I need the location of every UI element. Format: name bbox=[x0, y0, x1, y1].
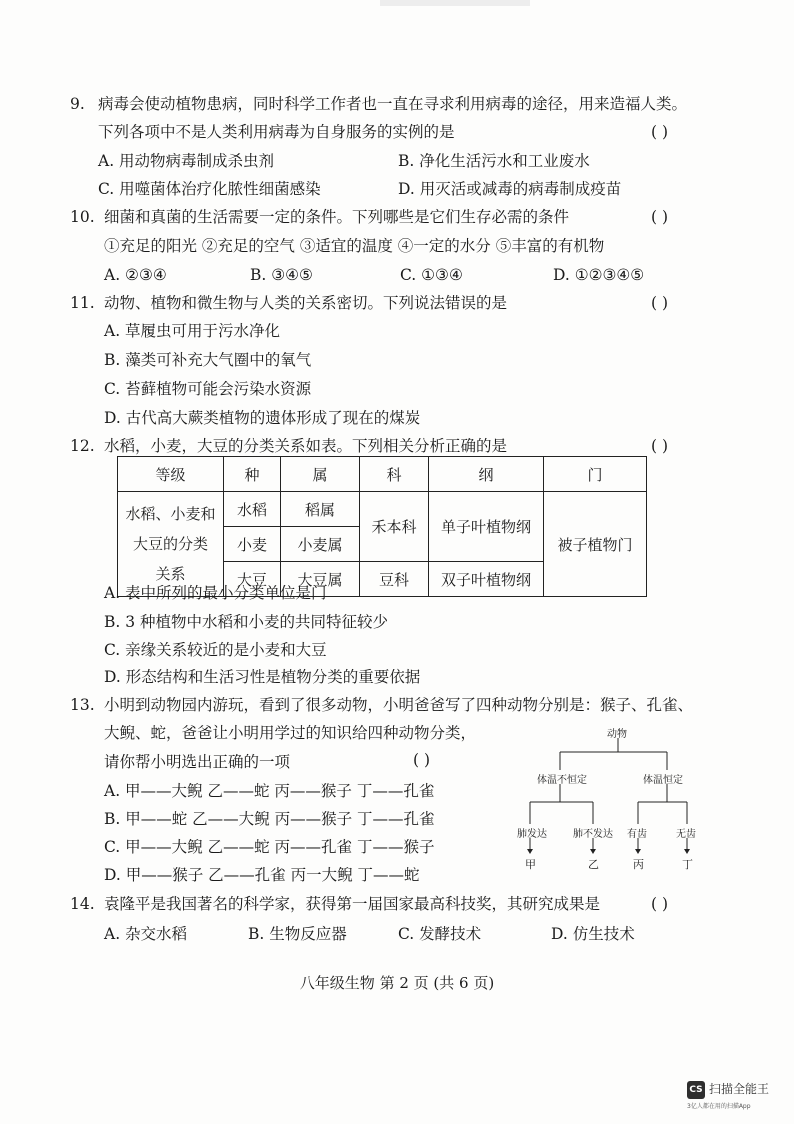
row-label-cell bbox=[118, 492, 224, 597]
q9-option-b: B. 净化生活污水和工业废水 bbox=[398, 152, 590, 170]
cell-family-fabaceae: 豆科 bbox=[360, 562, 429, 597]
q12-option-b: B. 3 种植物中水稻和小麦的共同特征较少 bbox=[104, 613, 389, 631]
q10-option-c: C. ①③④ bbox=[400, 266, 463, 284]
cell-species-soybean: 大豆 bbox=[224, 562, 281, 597]
q13-option-a: A. 甲——大鲵 乙——蛇 丙——猴子 丁——孔雀 bbox=[104, 782, 435, 800]
tree-result-ding: 丁 bbox=[682, 858, 693, 871]
q9-option-c: C. 用噬菌体治疗化脓性细菌感染 bbox=[98, 180, 321, 198]
cell-genus-rice: 稻属 bbox=[281, 492, 360, 527]
camscanner-tagline: 3亿人都在用的扫描App bbox=[687, 1103, 751, 1110]
table-header-row bbox=[118, 457, 647, 492]
header-phylum: 门 bbox=[544, 457, 647, 492]
q14-option-a: A. 杂交水稻 bbox=[104, 925, 188, 943]
q11-option-b: B. 藻类可补充大气圈中的氧气 bbox=[104, 351, 312, 369]
q12-answer-paren: ( ) bbox=[651, 437, 669, 455]
q10-stem-line1: 细菌和真菌的生活需要一定的条件。下列哪些是它们生存必需的条件 bbox=[104, 208, 570, 226]
q9-option-d: D. 用灭活或减毒的病毒制成疫苗 bbox=[398, 180, 622, 198]
q12-number: 12. bbox=[70, 437, 95, 455]
q13-answer-paren: ( ) bbox=[413, 751, 431, 769]
row-label-line1: 水稻、小麦和 bbox=[125, 505, 216, 523]
camscanner-name: 扫描全能王 bbox=[709, 1082, 770, 1096]
cell-class-dicot: 双子叶植物纲 bbox=[429, 562, 544, 597]
q12-option-d: D. 形态结构和生活习性是植物分类的重要依据 bbox=[104, 668, 421, 686]
q13-option-c: C. 甲——大鲵 乙——蛇 丙——孔雀 丁——猴子 bbox=[104, 838, 435, 856]
header-family: 科 bbox=[360, 457, 429, 492]
q14-option-b: B. 生物反应器 bbox=[248, 925, 347, 943]
q14-number: 14. bbox=[70, 895, 95, 913]
q11-number: 11. bbox=[70, 294, 95, 312]
q14-option-d: D. 仿生技术 bbox=[551, 925, 635, 943]
q10-answer-paren: ( ) bbox=[651, 208, 669, 226]
cell-phylum-angiosperm: 被子植物门 bbox=[544, 492, 647, 597]
cell-genus-soybean: 大豆属 bbox=[281, 562, 360, 597]
tree-root-label: 动物 bbox=[607, 729, 627, 740]
scan-top-shadow bbox=[380, 0, 530, 6]
q9-number: 9. bbox=[70, 95, 85, 113]
tree-leaf-lung-undeveloped: 肺不发达 bbox=[573, 829, 613, 840]
q13-stem-line1: 小明到动物园内游玩，看到了很多动物，小明爸爸写了四种动物分别是：猴子、孔雀、 bbox=[104, 696, 694, 714]
q11-answer-paren: ( ) bbox=[651, 294, 669, 312]
q11-option-c: C. 苔藓植物可能会污染水资源 bbox=[104, 380, 312, 398]
q11-option-d: D. 古代高大蕨类植物的遗体形成了现在的煤炭 bbox=[104, 409, 421, 427]
tree-leaf-with-teeth: 有齿 bbox=[627, 829, 647, 840]
q13-stem-line2: 大鲵、蛇，爸爸让小明用学过的知识给四种动物分类， bbox=[104, 724, 477, 742]
header-species: 种 bbox=[224, 457, 281, 492]
cell-species-wheat: 小麦 bbox=[224, 527, 281, 562]
q14-stem: 袁隆平是我国著名的科学家，获得第一届国家最高科技奖，其研究成果是 bbox=[104, 895, 601, 913]
tree-result-yi: 乙 bbox=[588, 858, 599, 871]
page-footer: 八年级生物 第 2 页 (共 6 页) bbox=[299, 974, 495, 992]
q10-number: 10. bbox=[70, 208, 95, 226]
q9-option-a: A. 用动物病毒制成杀虫剂 bbox=[98, 152, 275, 170]
cell-species-rice: 水稻 bbox=[224, 492, 281, 527]
q10-option-a: A. ②③④ bbox=[104, 266, 167, 284]
header-rank: 等级 bbox=[118, 457, 224, 492]
tree-node-constant-temp: 体温恒定 bbox=[643, 775, 683, 786]
header-class: 纲 bbox=[429, 457, 544, 492]
camscanner-logo-icon: CS bbox=[687, 1081, 705, 1099]
q14-answer-paren: ( ) bbox=[651, 895, 669, 913]
q13-stem-line3: 请你帮小明选出正确的一项 bbox=[104, 753, 291, 771]
animal-classification-tree bbox=[515, 720, 715, 880]
q12-option-a: A. 表中所列的最小分类单位是门 bbox=[104, 584, 327, 602]
q13-option-d: D. 甲——猴子 乙——孔雀 丙一大鲵 丁——蛇 bbox=[104, 866, 420, 884]
classification-table bbox=[117, 456, 647, 597]
cell-class-monocot: 单子叶植物纲 bbox=[429, 492, 544, 562]
q9-stem-line2: 下列各项中不是人类利用病毒为自身服务的实例的是 bbox=[98, 123, 455, 141]
q9-answer-paren: ( ) bbox=[651, 123, 669, 141]
q13-number: 13. bbox=[70, 696, 95, 714]
q13-option-b: B. 甲——蛇 乙——大鲵 丙——猴子 丁——孔雀 bbox=[104, 810, 435, 828]
cell-genus-wheat: 小麦属 bbox=[281, 527, 360, 562]
table-row bbox=[118, 492, 647, 527]
q11-option-a: A. 草履虫可用于污水净化 bbox=[104, 322, 281, 340]
q10-option-d: D. ①②③④⑤ bbox=[553, 266, 645, 284]
tree-result-bing: 丙 bbox=[633, 858, 644, 871]
q14-option-c: C. 发酵技术 bbox=[398, 925, 482, 943]
header-genus: 属 bbox=[281, 457, 360, 492]
q9-stem-line1: 病毒会使动植物患病，同时科学工作者也一直在寻求利用病毒的途径，用来造福人类。 bbox=[98, 95, 688, 113]
tree-result-jia: 甲 bbox=[525, 858, 536, 871]
tree-leaf-lung-developed: 肺发达 bbox=[517, 829, 547, 840]
q10-conditions: ①充足的阳光 ②充足的空气 ③适宜的温度 ④一定的水分 ⑤丰富的有机物 bbox=[104, 237, 605, 255]
tree-leaf-without-teeth: 无齿 bbox=[676, 829, 696, 840]
q11-stem: 动物、植物和微生物与人类的关系密切。下列说法错误的是 bbox=[104, 294, 508, 312]
q12-stem: 水稻，小麦，大豆的分类关系如表。下列相关分析正确的是 bbox=[104, 437, 508, 455]
q10-option-b: B. ③④⑤ bbox=[250, 266, 313, 284]
q12-option-c: C. 亲缘关系较近的是小麦和大豆 bbox=[104, 641, 327, 659]
row-label-line3: 关系 bbox=[155, 565, 186, 583]
cell-family-poaceae: 禾本科 bbox=[360, 492, 429, 562]
row-label-line2: 大豆的分类 bbox=[132, 535, 208, 553]
tree-node-variable-temp: 体温不恒定 bbox=[537, 775, 587, 786]
